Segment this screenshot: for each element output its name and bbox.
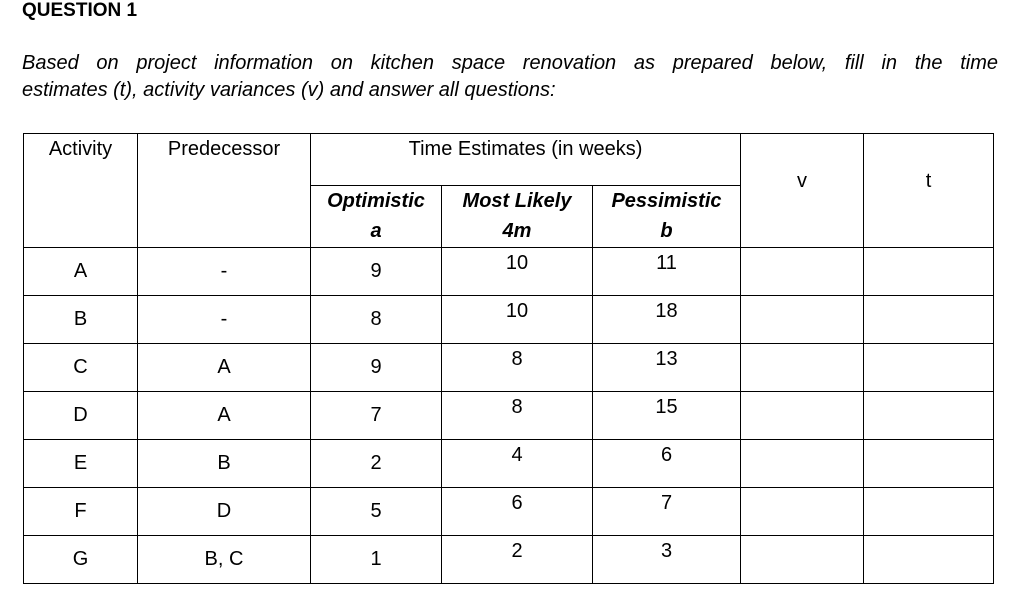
header-pessimistic-symbol: b: [593, 216, 741, 248]
cell-predecessor: A: [138, 344, 311, 392]
cell-variance[interactable]: [741, 248, 864, 296]
cell-most-likely: 6: [442, 488, 593, 536]
table-row: [24, 392, 994, 440]
cell-predecessor: B, C: [138, 536, 311, 584]
header-most-likely: Most Likely: [442, 186, 593, 216]
cell-time[interactable]: [864, 488, 994, 536]
question-intro: [22, 50, 998, 104]
cell-activity: G: [24, 536, 138, 584]
cell-most-likely: 10: [442, 296, 593, 344]
cell-optimistic: 8: [311, 296, 442, 344]
table-row: [24, 248, 994, 296]
cell-variance[interactable]: [741, 296, 864, 344]
header-optimistic-symbol: a: [311, 216, 442, 248]
cell-most-likely: 8: [442, 392, 593, 440]
cell-optimistic: 9: [311, 248, 442, 296]
cell-predecessor: B: [138, 440, 311, 488]
cell-optimistic: 1: [311, 536, 442, 584]
cell-time[interactable]: [864, 536, 994, 584]
cell-variance[interactable]: [741, 392, 864, 440]
cell-time[interactable]: [864, 248, 994, 296]
cell-optimistic: 2: [311, 440, 442, 488]
table-row: [24, 440, 994, 488]
table-row: [24, 344, 994, 392]
table-row: [24, 536, 994, 584]
cell-activity: C: [24, 344, 138, 392]
header-predecessor: Predecessor: [138, 134, 311, 248]
header-time: t: [864, 134, 994, 248]
header-variance: v: [741, 134, 864, 248]
cell-predecessor: -: [138, 296, 311, 344]
header-time-estimates: Time Estimates (in weeks): [311, 134, 741, 186]
cell-most-likely: 2: [442, 536, 593, 584]
cell-predecessor: D: [138, 488, 311, 536]
header-optimistic: Optimistic: [311, 186, 442, 216]
cell-pessimistic: 7: [593, 488, 741, 536]
header-most-likely-symbol: 4m: [442, 216, 593, 248]
cell-optimistic: 7: [311, 392, 442, 440]
cell-variance[interactable]: [741, 440, 864, 488]
cell-time[interactable]: [864, 344, 994, 392]
time-estimates-table: [23, 133, 994, 584]
cell-activity: D: [24, 392, 138, 440]
cell-predecessor: -: [138, 248, 311, 296]
cell-activity: E: [24, 440, 138, 488]
cell-activity: B: [24, 296, 138, 344]
cell-pessimistic: 15: [593, 392, 741, 440]
cell-pessimistic: 6: [593, 440, 741, 488]
cell-most-likely: 4: [442, 440, 593, 488]
cell-optimistic: 9: [311, 344, 442, 392]
table-row: [24, 296, 994, 344]
header-pessimistic: Pessimistic: [593, 186, 741, 216]
intro-line-2: estimates (t), activity variances (v) and answer all questions:: [22, 79, 556, 101]
intro-line-1: Based on project information on kitchen space renovation as prepared below, fill in the time: [22, 52, 998, 74]
cell-variance[interactable]: [741, 536, 864, 584]
cell-most-likely: 8: [442, 344, 593, 392]
cell-pessimistic: 18: [593, 296, 741, 344]
cell-pessimistic: 13: [593, 344, 741, 392]
cell-pessimistic: 11: [593, 248, 741, 296]
cell-time[interactable]: [864, 440, 994, 488]
cell-pessimistic: 3: [593, 536, 741, 584]
cell-optimistic: 5: [311, 488, 442, 536]
cell-activity: A: [24, 248, 138, 296]
cell-time[interactable]: [864, 296, 994, 344]
table-row: [24, 488, 994, 536]
cell-activity: F: [24, 488, 138, 536]
cell-most-likely: 10: [442, 248, 593, 296]
cell-time[interactable]: [864, 392, 994, 440]
header-activity: Activity: [24, 134, 138, 248]
cell-predecessor: A: [138, 392, 311, 440]
question-title: QUESTION 1: [22, 0, 138, 21]
cell-variance[interactable]: [741, 488, 864, 536]
cell-variance[interactable]: [741, 344, 864, 392]
